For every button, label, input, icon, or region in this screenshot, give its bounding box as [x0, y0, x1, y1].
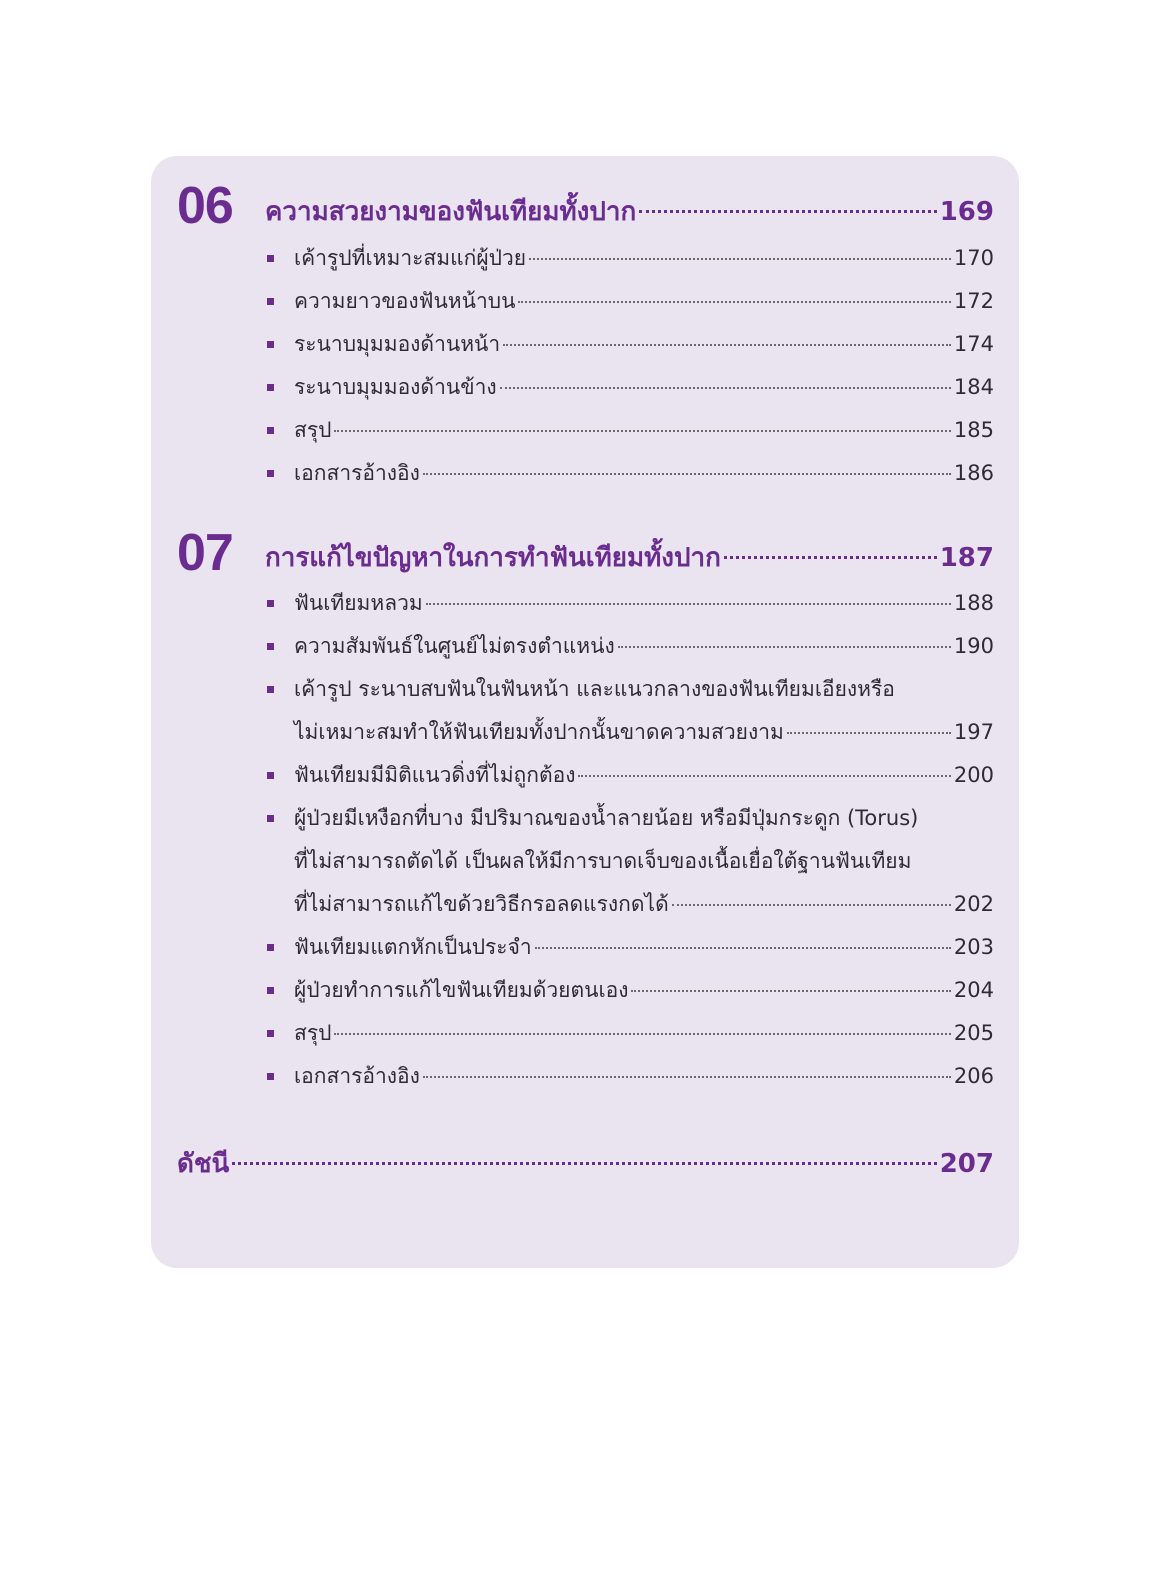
entry-title: เอกสารอ้างอิง: [294, 461, 420, 485]
toc-entry[interactable]: [294, 408, 994, 452]
dot-leader: [503, 344, 951, 346]
chapter-number: 06: [177, 177, 233, 235]
toc-entry[interactable]: [294, 279, 994, 323]
dot-leader: [672, 904, 951, 906]
toc-entry[interactable]: [294, 1011, 994, 1055]
toc-entry[interactable]: [294, 925, 994, 969]
toc-entry-continuation[interactable]: [294, 882, 994, 926]
entry-title: ผู้ป่วยทำการแก้ไขฟันเทียมด้วยตนเอง: [294, 978, 629, 1002]
page-number: 205: [953, 1021, 994, 1045]
toc-entry[interactable]: [294, 1054, 994, 1098]
chapter-title: ความสวยงามของฟันเทียมทั้งปาก: [265, 197, 637, 227]
page-number: 186: [953, 461, 994, 485]
bullet-icon: [267, 686, 274, 693]
bullet-icon: [267, 1073, 274, 1080]
dot-leader: [631, 990, 950, 992]
page-number: 207: [939, 1149, 994, 1179]
bullet-icon: [267, 384, 274, 391]
page-number: 169: [939, 197, 994, 227]
bullet-icon: [267, 815, 274, 822]
entry-title: ความยาวของฟันหน้าบน: [294, 289, 516, 313]
toc-entry[interactable]: [294, 753, 994, 797]
page-number: 202: [953, 892, 994, 916]
bullet-icon: [267, 600, 274, 607]
table-of-contents-panel: [151, 156, 1019, 1268]
entry-title-line: เค้ารูป ระนาบสบฟันในฟันหน้า และแนวกลางของฟันเทียมเอียงหรือ: [294, 677, 895, 701]
bullet-icon: [267, 255, 274, 262]
entry-title: ฟันเทียมมีมิติแนวดิ่งที่ไม่ถูกต้อง: [294, 763, 576, 787]
entry-title-line: ที่ไม่สามารถตัดได้ เป็นผลให้มีการบาดเจ็บของเนื้อเยื่อใต้ฐานฟันเทียม: [294, 849, 912, 873]
toc-entry[interactable]: [294, 581, 994, 625]
entry-title: ความสัมพันธ์ในศูนย์ไม่ตรงตำแหน่ง: [294, 634, 615, 658]
page-number: 184: [953, 375, 994, 399]
entry-title: สรุป: [294, 1021, 332, 1045]
page-number: 185: [953, 418, 994, 442]
dot-leader: [423, 473, 951, 475]
page-number: 174: [953, 332, 994, 356]
chapter-title-row[interactable]: [265, 538, 994, 578]
chapter-title: การแก้ไขปัญหาในการทำฟันเทียมทั้งปาก: [265, 543, 721, 573]
dot-leader: [639, 210, 937, 213]
page-number: 200: [953, 763, 994, 787]
toc-entry[interactable]: [294, 624, 994, 668]
bullet-icon: [267, 987, 274, 994]
toc-entry[interactable]: [294, 365, 994, 409]
toc-entry-continuation[interactable]: [294, 710, 994, 754]
page-number: 188: [953, 591, 994, 615]
dot-leader: [529, 258, 951, 260]
toc-entry-continuation[interactable]: [294, 839, 994, 883]
dot-leader: [578, 775, 950, 777]
toc-entry[interactable]: [294, 451, 994, 495]
page-number: 203: [953, 935, 994, 959]
entry-title: ฟันเทียมแตกหักเป็นประจำ: [294, 935, 532, 959]
bullet-icon: [267, 470, 274, 477]
dot-leader: [787, 732, 951, 734]
toc-entry[interactable]: [294, 968, 994, 1012]
entry-title-line: ไม่เหมาะสมทำให้ฟันเทียมทั้งปากนั้นขาดความสวยงาม: [294, 720, 784, 744]
entry-title-line: ที่ไม่สามารถแก้ไขด้วยวิธีกรอลดแรงกดได้: [294, 892, 669, 916]
page-number: 170: [953, 246, 994, 270]
toc-entry[interactable]: [294, 322, 994, 366]
dot-leader: [518, 301, 950, 303]
bullet-icon: [267, 944, 274, 951]
page-number: 197: [953, 720, 994, 744]
dot-leader: [334, 1033, 950, 1035]
dot-leader: [724, 556, 937, 559]
entry-title-line: ผู้ป่วยมีเหงือกที่บาง มีปริมาณของน้ำลายน้อย หรือมีปุ่มกระดูก (Torus): [294, 806, 919, 830]
bullet-icon: [267, 643, 274, 650]
dot-leader: [232, 1162, 936, 1165]
page-number: 190: [953, 634, 994, 658]
page-number: 204: [953, 978, 994, 1002]
chapter-number: 07: [177, 524, 233, 582]
toc-entry[interactable]: [294, 667, 994, 711]
index-title: ดัชนี: [177, 1149, 230, 1179]
entry-title: ฟันเทียมหลวม: [294, 591, 423, 615]
dot-leader: [535, 947, 951, 949]
dot-leader: [426, 603, 951, 605]
dot-leader: [500, 387, 951, 389]
toc-entry[interactable]: [294, 796, 994, 840]
entry-title: ระนาบมุมมองด้านข้าง: [294, 375, 497, 399]
toc-entry[interactable]: [294, 236, 994, 280]
page-number: 206: [953, 1064, 994, 1088]
entry-title: ระนาบมุมมองด้านหน้า: [294, 332, 501, 356]
bullet-icon: [267, 427, 274, 434]
bullet-icon: [267, 1030, 274, 1037]
entry-title: เค้ารูปที่เหมาะสมแก่ผู้ป่วย: [294, 246, 527, 270]
entry-title: สรุป: [294, 418, 332, 442]
bullet-icon: [267, 298, 274, 305]
page-number: 172: [953, 289, 994, 313]
entry-title: เอกสารอ้างอิง: [294, 1064, 420, 1088]
dot-leader: [334, 430, 950, 432]
dot-leader: [618, 646, 951, 648]
chapter-title-row[interactable]: [265, 192, 994, 232]
index-row[interactable]: [177, 1144, 994, 1184]
page-number: 187: [939, 543, 994, 573]
bullet-icon: [267, 772, 274, 779]
dot-leader: [423, 1076, 951, 1078]
bullet-icon: [267, 341, 274, 348]
